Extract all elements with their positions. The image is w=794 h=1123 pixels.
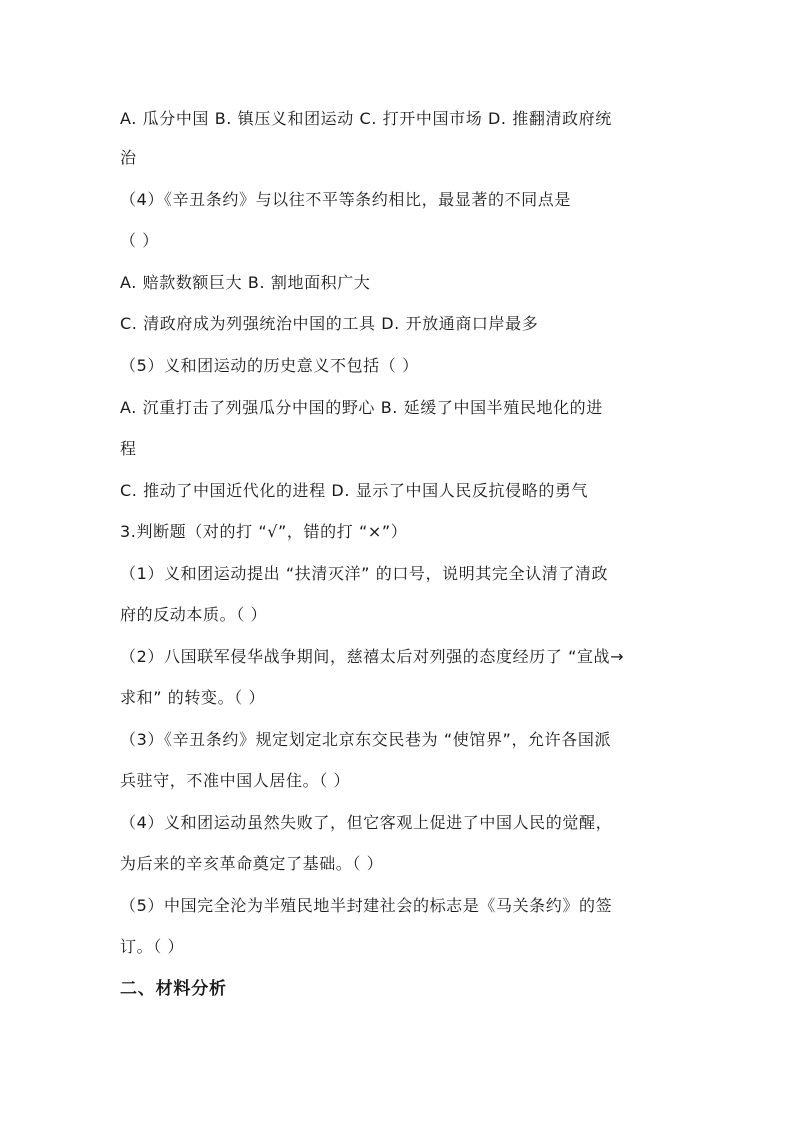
- judgement-item-1-line-2: 府的反动本质。（ ）: [120, 605, 268, 624]
- q5-stem: （5）义和团运动的历史意义不包括（ ）: [120, 356, 419, 375]
- judgement-item-1-line-1: （1）义和团运动提出 “扶清灭洋” 的口号，说明其完全认清了清政: [120, 564, 609, 583]
- q4-options-line-1: A. 赔款数额巨大 B. 割地面积广大: [120, 273, 371, 292]
- section-3-title: 3.判断题（对的打 “√”，错的打 “×”）: [120, 522, 408, 541]
- judgement-item-5-line-1: （5）中国完全沦为半殖民地半封建社会的标志是《马关条约》的签: [120, 896, 613, 915]
- judgement-item-4-line-2: 为后来的辛亥革命奠定了基础。（ ）: [120, 854, 384, 873]
- q5-options-line-1: A. 沉重打击了列强瓜分中国的野心 B. 延缓了中国半殖民地化的进: [120, 398, 603, 417]
- judgement-item-3-line-1: （3）《辛丑条约》规定划定北京东交民巷为 “使馆界”，允许各国派: [120, 730, 612, 749]
- judgement-item-2-line-2: 求和” 的转变。（ ）: [120, 688, 266, 707]
- q3-options-line-2: 治: [120, 148, 137, 167]
- q4-options-line-2: C. 清政府成为列强统治中国的工具 D. 开放通商口岸最多: [120, 314, 539, 333]
- q4-stem-line-2: （ ）: [120, 231, 159, 250]
- q4-stem-line-1: （4）《辛丑条约》与以往不平等条约相比，最显著的不同点是: [120, 190, 571, 209]
- section-two-heading: 二、材料分析: [120, 979, 227, 999]
- judgement-item-4-line-1: （4）义和团运动虽然失败了，但它客观上促进了中国人民的觉醒，: [120, 813, 613, 832]
- q5-options-line-2: 程: [120, 439, 137, 458]
- q3-options-line-1: A. 瓜分中国 B. 镇压义和团运动 C. 打开中国市场 D. 推翻清政府统: [120, 109, 612, 128]
- judgement-item-3-line-2: 兵驻守，不准中国人居住。（ ）: [120, 771, 351, 790]
- judgement-item-2-line-1: （2）八国联军侵华战争期间，慈禧太后对列强的态度经历了 “宣战→: [120, 647, 625, 666]
- q5-options-line-3: C. 推动了中国近代化的进程 D. 显示了中国人民反抗侵略的勇气: [120, 481, 589, 500]
- judgement-item-5-line-2: 订。（ ）: [120, 937, 185, 956]
